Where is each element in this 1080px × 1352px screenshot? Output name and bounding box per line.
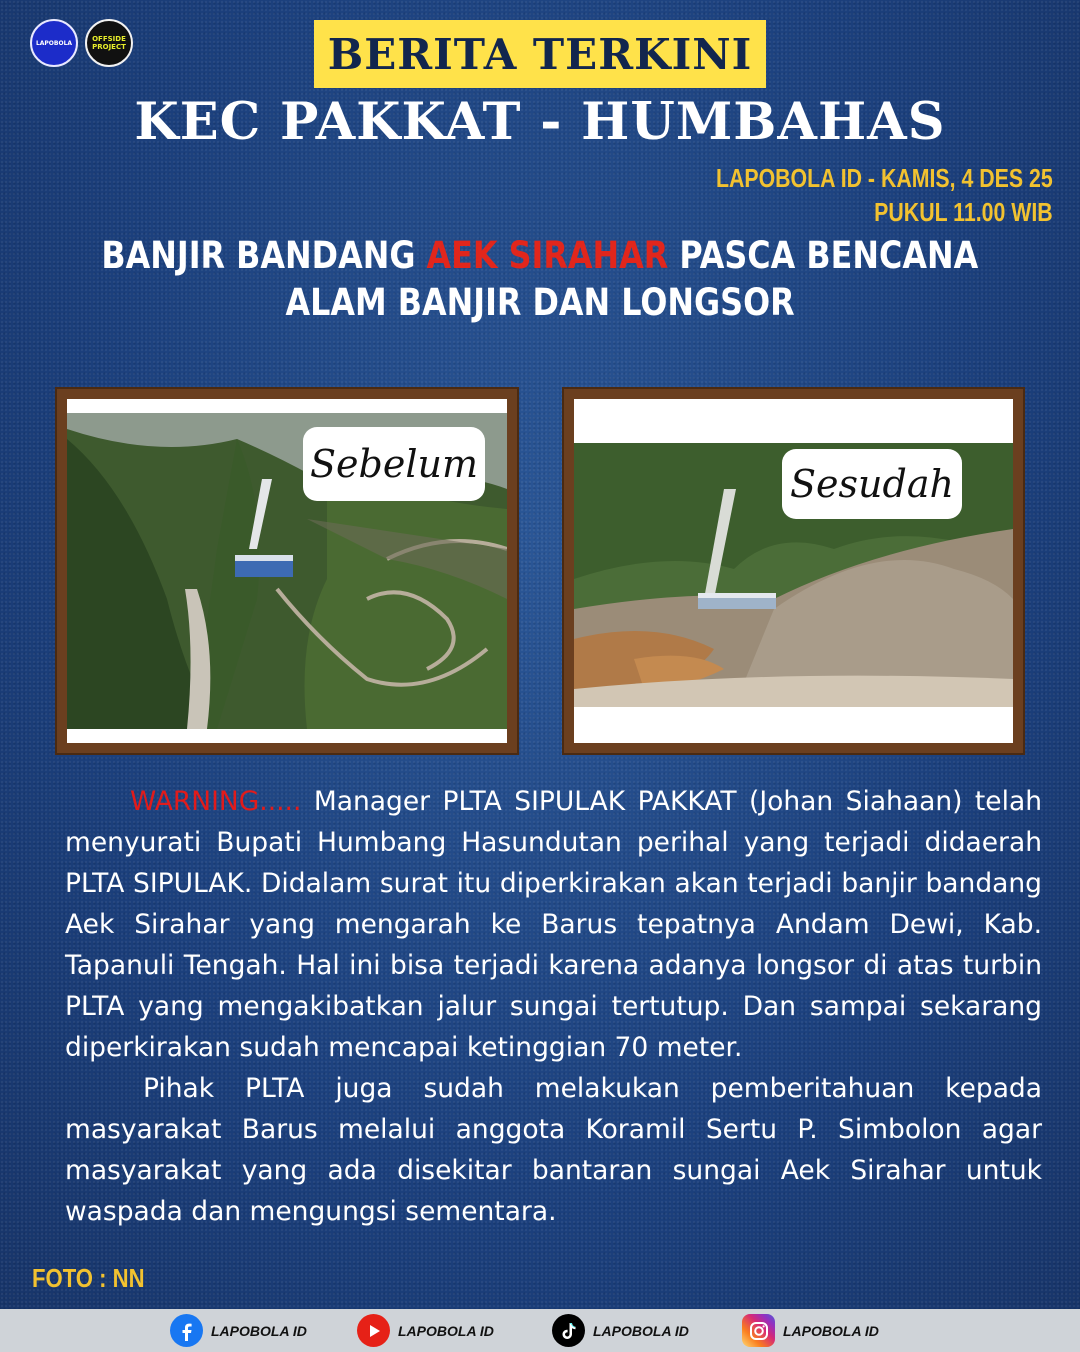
article-paragraph-2: Pihak PLTA juga sudah melakukan pemberitahuan kepada masyarakat Barus melalui anggota Koramil Sertu P. Simbolon agar masyarakat yang ada disekitar bantaran sungai Aek Sirahar untuk waspada dan mengungsi sementara. xyxy=(65,1073,1042,1227)
social-footer xyxy=(0,1309,1080,1352)
before-label: Sebelum xyxy=(303,427,485,501)
facebook-link[interactable] xyxy=(170,1313,307,1348)
headline-highlight: AEK SIRAHAR xyxy=(426,234,669,277)
headline-part-1: BANJIR BANDANG xyxy=(101,234,427,277)
lapobola-logo xyxy=(30,19,78,67)
warning-label: WARNING..... xyxy=(130,786,302,817)
headline-line-1 xyxy=(0,234,1080,277)
instagram-label: LAPOBOLA ID xyxy=(783,1322,879,1339)
after-label: Sesudah xyxy=(782,449,962,519)
instagram-link[interactable] xyxy=(742,1313,879,1348)
article-paragraph-1-text: Manager PLTA SIPULAK PAKKAT (Johan Siahaan) telah menyurati Bupati Humbang Hasundutan perihal yang terjadi didaerah PLTA SIPULAK. Didalam surat itu diperkirakan akan terjadi banjir bandang Aek Sirahar yang mengarah ke Barus tepatnya Andam Dewi, Kab. Tapanuli Tengah. Hal ini bisa terjadi karena adanya longsor di atas turbin PLTA yang mengakibatkan jalur sungai tertutup. Dan sampai sekarang diperkirakan sudah mencapai ketinggian 70 meter. xyxy=(65,786,1042,1063)
headline-line-2-text: ALAM BANJIR DAN LONGSOR xyxy=(285,281,795,324)
article-paragraph-1 xyxy=(65,781,1042,1068)
time-byline: PUKUL 11.00 WIB xyxy=(874,197,1053,227)
youtube-link[interactable] xyxy=(357,1313,494,1348)
youtube-label: LAPOBOLA ID xyxy=(398,1322,494,1339)
after-photo-frame xyxy=(562,387,1025,755)
after-photo xyxy=(574,399,1013,743)
location-title: KEC PAKKAT - HUMBAHAS xyxy=(134,92,946,152)
tiktok-link[interactable] xyxy=(552,1313,689,1348)
headline-line-2 xyxy=(0,281,1080,324)
instagram-icon xyxy=(742,1314,775,1347)
offside-logo-text: OFFSIDE PROJECT xyxy=(92,35,126,51)
facebook-label: LAPOBOLA ID xyxy=(211,1322,307,1339)
before-photo xyxy=(67,399,507,743)
banner-title: BERITA TERKINI xyxy=(327,29,753,79)
lapobola-logo-text: LAPOBOLA xyxy=(35,39,73,47)
facebook-icon xyxy=(170,1314,203,1347)
offside-project-logo xyxy=(85,19,133,67)
article-body xyxy=(65,781,1042,1232)
tiktok-label: LAPOBOLA ID xyxy=(593,1322,689,1339)
date-byline: LAPOBOLA ID - KAMIS, 4 DES 25 xyxy=(716,163,1053,193)
tiktok-icon xyxy=(552,1314,585,1347)
youtube-icon xyxy=(357,1314,390,1347)
headline-part-2: PASCA BENCANA xyxy=(668,234,979,277)
before-photo-frame xyxy=(55,387,519,755)
breaking-news-banner xyxy=(314,20,766,88)
photo-credit: FOTO : NN xyxy=(32,1263,145,1293)
